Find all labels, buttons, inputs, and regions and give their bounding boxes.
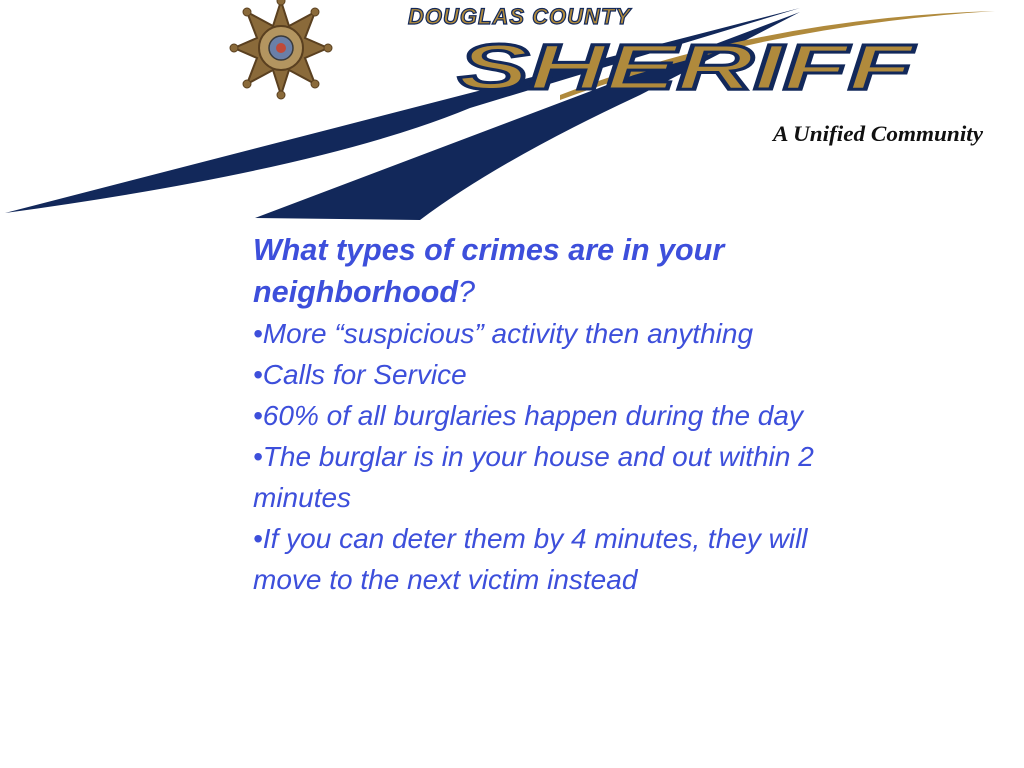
tagline: A Unified Community [770,121,984,146]
bullet-item: •If you can deter them by 4 minutes, they will move to the next victim instead [253,523,808,595]
bullet-item: •More “suspicious” activity then anything [253,318,754,349]
question-text: What types of crimes are in your neighborhood [253,233,725,309]
agency-name: SHERIFF [458,31,917,103]
question-mark: ? [457,275,475,309]
slide-body [253,229,833,600]
bullet-item: •Calls for Service [253,359,467,390]
county-name: DOUGLAS COUNTY [408,4,631,29]
sheriff-star-badge-icon [230,0,332,99]
header-banner [0,0,1024,225]
bullet-item: •60% of all burglaries happen during the day [253,400,803,431]
slide-question [253,229,833,313]
bullet-list [253,313,833,600]
bullet-item: •The burglar is in your house and out within 2 minutes [253,441,814,513]
